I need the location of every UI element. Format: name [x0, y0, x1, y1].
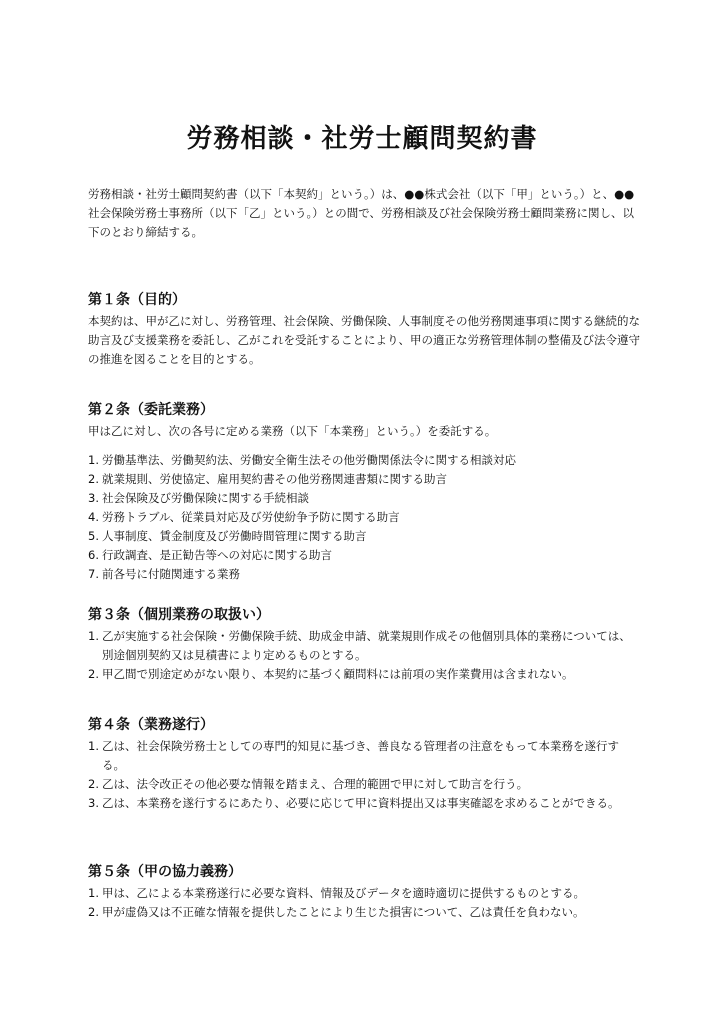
- list-item: [88, 903, 640, 922]
- item-number: 2.: [88, 472, 99, 486]
- item-text: 労働基準法、労働契約法、労働安全衛生法その他労働関係法令に関する相談対応: [102, 453, 516, 467]
- item-number: 1.: [88, 629, 99, 643]
- list-item: [88, 794, 640, 813]
- list-item: [88, 451, 640, 470]
- item-number: 7.: [88, 567, 99, 581]
- article-body: 本契約は、甲が乙に対し、労務管理、社会保険、労働保険、人事制度その他労務関連事項に関する継続的な助言及び支援業務を委託し、乙がこれを受託することにより、甲の適正な労務管理体制の整備及び法令遵守の推進を図ることを目的とする。: [88, 314, 640, 366]
- article-1: [88, 290, 640, 369]
- item-list: [88, 627, 640, 684]
- item-list: [88, 451, 640, 584]
- item-text: 行政調査、是正勧告等への対応に関する助言: [102, 548, 332, 562]
- item-text: 就業規則、労使協定、雇用契約書その他労務関連書類に関する助言: [102, 472, 447, 486]
- list-item: [88, 627, 640, 665]
- list-item: [88, 508, 640, 527]
- item-text: 乙は、本業務を遂行するにあたり、必要に応じて甲に資料提出又は事実確認を求めることができる。: [102, 796, 620, 810]
- article-heading: 第４条（業務遂行）: [88, 717, 214, 733]
- list-item: [88, 527, 640, 546]
- item-number: 2.: [88, 905, 99, 919]
- item-number: 1.: [88, 739, 99, 753]
- list-item: [88, 470, 640, 489]
- item-list: [88, 737, 640, 813]
- article-heading: 第２条（委託業務）: [88, 402, 214, 418]
- item-text: 甲が虚偽又は不正確な情報を提供したことにより生じた損害について、乙は責任を負わない。: [102, 905, 585, 919]
- item-text: 社会保険及び労働保険に関する手続相談: [102, 491, 309, 505]
- document-title: 労務相談・社労士顧問契約書: [186, 124, 538, 154]
- article-body: 甲は乙に対し、次の各号に定める業務（以下「本業務」という。）を委託する。: [88, 424, 497, 438]
- list-item: [88, 489, 640, 508]
- article-3: [88, 605, 640, 684]
- item-number: 3.: [88, 796, 99, 810]
- item-list: [88, 884, 640, 922]
- item-text: 乙が実施する社会保険・労働保険手続、助成金申請、就業規則作成その他個別具体的業務については、別途個別契約又は見積書により定めるものとする。: [102, 629, 631, 662]
- item-text: 甲乙間で別途定めがない限り、本契約に基づく顧問料には前項の実作業費用は含まれない。: [102, 667, 574, 681]
- article-heading: 第３条（個別業務の取扱い）: [88, 607, 270, 623]
- article-heading: 第５条（甲の協力義務）: [88, 864, 242, 880]
- list-item: [88, 737, 640, 775]
- item-number: 5.: [88, 529, 99, 543]
- list-item: [88, 775, 640, 794]
- item-number: 4.: [88, 510, 99, 524]
- list-item: [88, 884, 640, 903]
- item-number: 2.: [88, 667, 99, 681]
- item-text: 乙は、社会保険労務士としての専門的知見に基づき、善良なる管理者の注意をもって本業務を遂行する。: [102, 739, 620, 772]
- item-text: 労務トラブル、従業員対応及び労使紛争予防に関する助言: [102, 510, 400, 524]
- list-item: [88, 546, 640, 565]
- item-number: 6.: [88, 548, 99, 562]
- item-text: 乙は、法令改正その他必要な情報を踏まえ、合理的範囲で甲に対して助言を行う。: [102, 777, 529, 791]
- article-5: [88, 862, 640, 922]
- item-number: 2.: [88, 777, 99, 791]
- list-item: [88, 665, 640, 684]
- article-heading: 第１条（目的）: [88, 292, 186, 308]
- item-text: 甲は、乙による本業務遂行に必要な資料、情報及びデータを適時適切に提供するものとする。: [102, 886, 585, 900]
- item-number: 1.: [88, 886, 99, 900]
- item-number: 3.: [88, 491, 99, 505]
- article-2: [88, 400, 640, 584]
- item-text: 人事制度、賃金制度及び労働時間管理に関する助言: [102, 529, 367, 543]
- list-item: [88, 565, 640, 584]
- article-4: [88, 715, 640, 813]
- item-text: 前各号に付随関連する業務: [102, 567, 240, 581]
- item-number: 1.: [88, 453, 99, 467]
- intro-paragraph: 労務相談・社労士顧問契約書（以下「本契約」という。）は、●●株式会社（以下「甲」という。）と、●●社会保険労務士事務所（以下「乙」という。）との間で、労務相談及び社会保険労務士顧問業務に関し、以下のとおり締結する。: [88, 187, 635, 239]
